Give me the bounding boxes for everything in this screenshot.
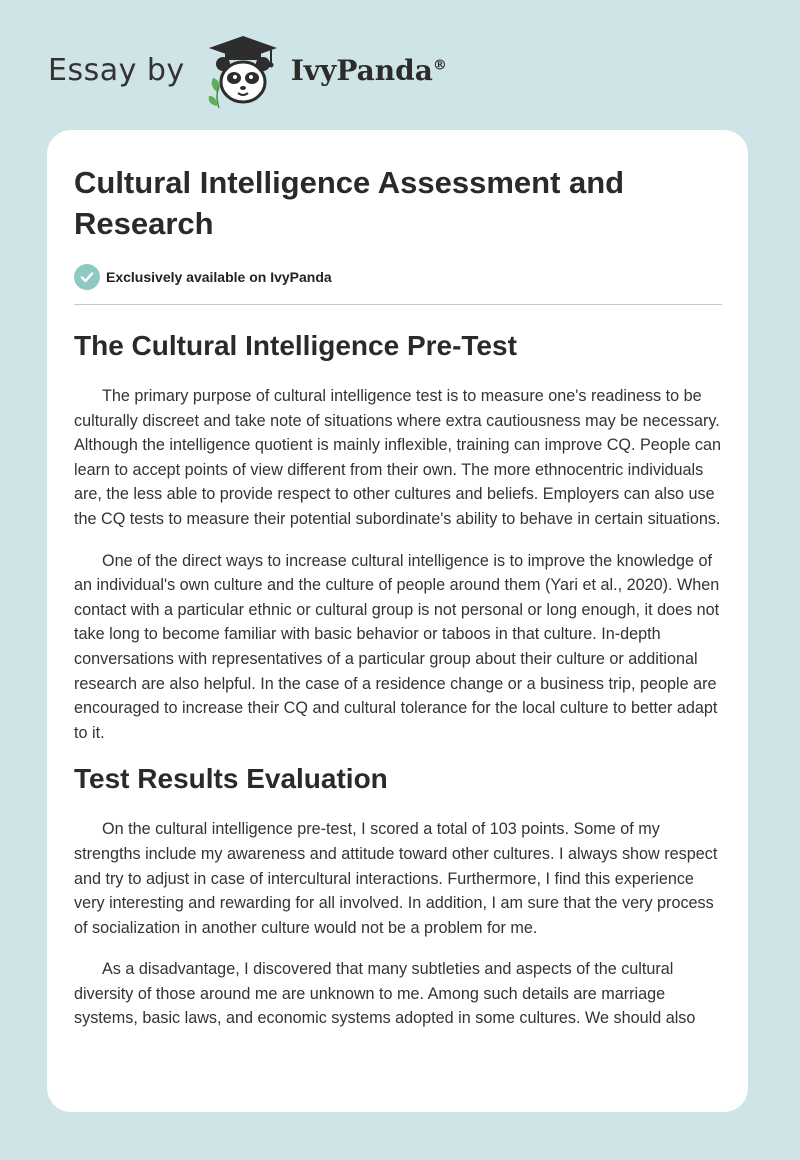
- section-heading: Test Results Evaluation: [74, 763, 388, 795]
- essay-by-label: Essay by: [48, 52, 185, 88]
- article-title: Cultural Intelligence Assessment and Research: [74, 165, 625, 241]
- paragraph: The primary purpose of cultural intelligence test is to measure one's readiness to be culturally discreet and take note of situations where extra cautiousness may be necessary. Although the intelligence quotient is mainly inflexible, training can improve CQ. People can learn to accept points of view different from their own. The more ethnocentric individuals are, the less able to provide respect to other cultures and beliefs. Employers can also use the CQ tests to measure their potential subordinate's ability to behave in certain situations.: [74, 387, 721, 528]
- divider: [74, 304, 722, 305]
- site-header: [48, 30, 447, 110]
- check-icon: [74, 264, 100, 290]
- exclusive-label: Exclusively available on IvyPanda: [106, 269, 332, 285]
- brand-name[interactable]: IvyPanda®: [290, 53, 447, 87]
- paragraph: As a disadvantage, I discovered that many subtleties and aspects of the cultural diversity of those around me are unknown to me. Among such details are marriage systems, basic laws, and economic systems adopted in some cultures. We should also: [74, 960, 696, 1028]
- ivy-leaf-icon: [208, 78, 219, 108]
- exclusive-badge: [74, 264, 722, 290]
- article-card: [47, 130, 748, 1112]
- paragraph: On the cultural intelligence pre-test, I scored a total of 103 points. Some of my strengths include my awareness and attitude toward other cultures. I always show respect and try to adjust in case of intercultural interactions. Furthermore, I find this experience very interesting and rewarding for all involved. In addition, I am sure that the very process of socialization in another culture would not be a problem for me.: [74, 820, 718, 937]
- paragraph: One of the direct ways to increase cultural intelligence is to improve the knowledge of an individual's own culture and the culture of people around them (Yari et al., 2020). When contact with a particular ethnic or cultural group is not personal or long enough, it does not take long to become familiar with basic behavior or taboos in that culture. In-depth conversations with representatives of a particular group about their culture or additional research are also helpful. In the case of a residence change or a business trip, people are encouraged to increase their CQ and cultural tolerance for the local culture to better adapt to it.: [74, 551, 720, 742]
- section-heading: The Cultural Intelligence Pre-Test: [74, 330, 517, 361]
- article-content: [74, 162, 722, 1031]
- panda-graduate-icon[interactable]: [203, 30, 283, 110]
